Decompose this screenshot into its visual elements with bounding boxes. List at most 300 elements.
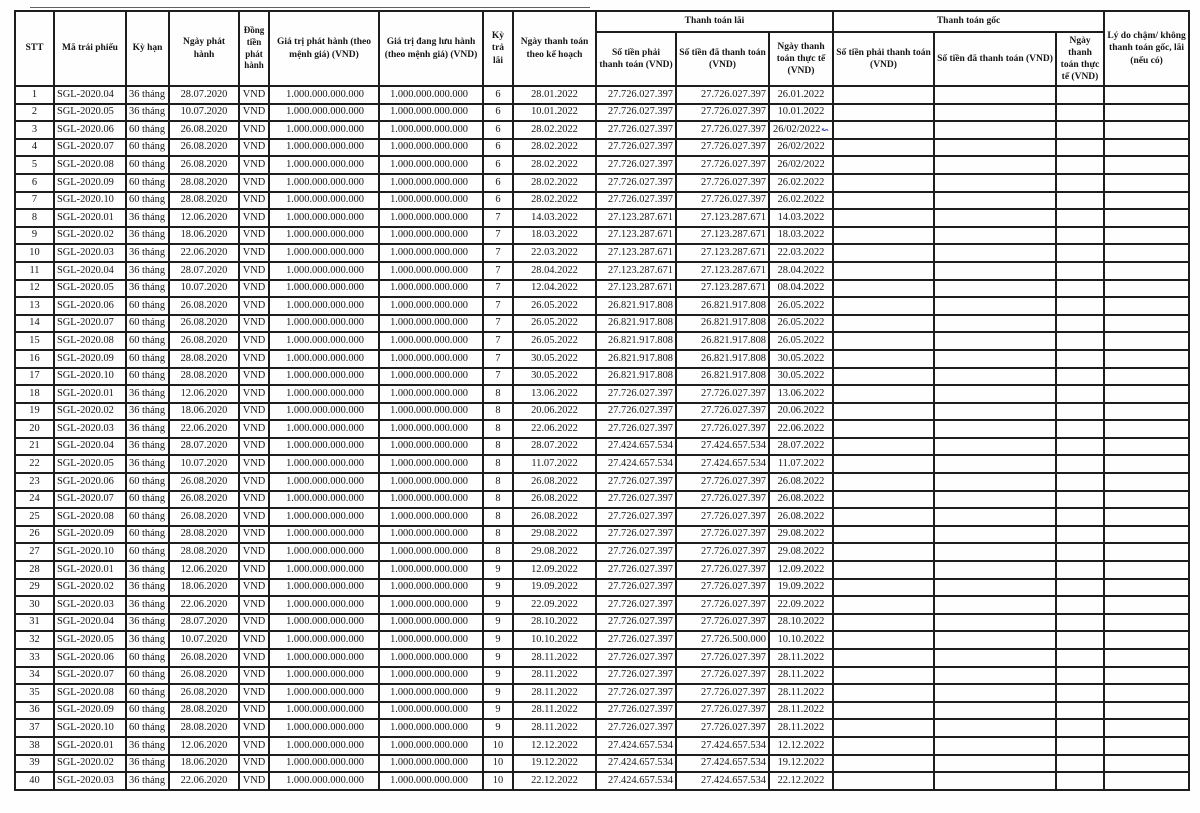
cell-term: 60 tháng xyxy=(126,473,169,491)
cell-principal-paid xyxy=(934,174,1056,192)
cell-planned-date: 19.09.2022 xyxy=(513,579,596,597)
table-row xyxy=(15,139,1189,157)
cell-principal-actual-date xyxy=(1056,737,1104,755)
cell-principal-due xyxy=(833,262,934,280)
cell-principal-paid xyxy=(934,297,1056,315)
cell-principal-actual-date xyxy=(1056,244,1104,262)
cell-interest-paid: 27.726.027.397 xyxy=(676,684,769,702)
cell-interest-actual-date: 10.10.2022 xyxy=(769,631,833,649)
cell-interest-due: 27.123.287.671 xyxy=(596,280,676,298)
cell-principal-paid xyxy=(934,561,1056,579)
cell-interest-due: 27.424.657.534 xyxy=(596,772,676,790)
cell-stt: 25 xyxy=(15,508,54,526)
cell-interest-actual-date: 26.08.2022 xyxy=(769,473,833,491)
cell-term: 36 tháng xyxy=(126,420,169,438)
cell-principal-actual-date xyxy=(1056,719,1104,737)
cell-interest-due: 27.726.027.397 xyxy=(596,596,676,614)
cell-reason xyxy=(1104,455,1189,473)
cell-term: 60 tháng xyxy=(126,368,169,386)
cell-interest-due: 27.424.657.534 xyxy=(596,737,676,755)
table-row xyxy=(15,86,1189,104)
cell-interest-period: 9 xyxy=(483,667,513,685)
cell-issue-date: 26.08.2020 xyxy=(169,684,239,702)
cell-bond-code: SGL-2020.04 xyxy=(54,438,126,456)
cell-interest-paid: 27.424.657.534 xyxy=(676,455,769,473)
cell-currency: VND xyxy=(239,772,269,790)
cell-interest-actual-date: 28.04.2022 xyxy=(769,262,833,280)
cell-term: 60 tháng xyxy=(126,508,169,526)
cell-stt: 13 xyxy=(15,297,54,315)
cell-issued-value: 1.000.000.000.000 xyxy=(269,755,379,773)
header-currency: Đồng tiền phát hành xyxy=(239,11,269,86)
cell-planned-date: 22.06.2022 xyxy=(513,420,596,438)
cell-interest-period: 7 xyxy=(483,209,513,227)
cell-reason xyxy=(1104,755,1189,773)
table-row xyxy=(15,526,1189,544)
table-row xyxy=(15,684,1189,702)
cell-bond-code: SGL-2020.08 xyxy=(54,332,126,350)
cell-bond-code: SGL-2020.05 xyxy=(54,280,126,298)
cell-planned-date: 28.01.2022 xyxy=(513,86,596,104)
cell-outstanding-value: 1.000.000.000.000 xyxy=(379,649,483,667)
cell-principal-due xyxy=(833,508,934,526)
table-row xyxy=(15,561,1189,579)
cell-term: 60 tháng xyxy=(126,332,169,350)
cell-issue-date: 26.08.2020 xyxy=(169,649,239,667)
cell-principal-due xyxy=(833,596,934,614)
cell-principal-paid xyxy=(934,156,1056,174)
cell-interest-paid: 26.821.917.808 xyxy=(676,332,769,350)
cell-reason xyxy=(1104,473,1189,491)
cell-currency: VND xyxy=(239,719,269,737)
cell-term: 60 tháng xyxy=(126,719,169,737)
cell-term: 36 tháng xyxy=(126,596,169,614)
header-outstanding-value: Giá trị đang lưu hành (theo mệnh giá) (VND) xyxy=(379,11,483,86)
cell-principal-due xyxy=(833,684,934,702)
header-term: Kỳ hạn xyxy=(126,11,169,86)
table-row xyxy=(15,631,1189,649)
cell-planned-date: 28.11.2022 xyxy=(513,684,596,702)
cell-reason xyxy=(1104,227,1189,245)
cell-interest-paid: 27.123.287.671 xyxy=(676,244,769,262)
cell-outstanding-value: 1.000.000.000.000 xyxy=(379,368,483,386)
table-row xyxy=(15,209,1189,227)
cell-issue-date: 22.06.2020 xyxy=(169,596,239,614)
cell-stt: 35 xyxy=(15,684,54,702)
cell-stt: 19 xyxy=(15,403,54,421)
cell-interest-period: 6 xyxy=(483,86,513,104)
cell-reason xyxy=(1104,579,1189,597)
cell-reason xyxy=(1104,280,1189,298)
cell-principal-actual-date xyxy=(1056,755,1104,773)
cell-principal-actual-date xyxy=(1056,614,1104,632)
cell-reason xyxy=(1104,121,1189,139)
cell-interest-actual-date: 20.06.2022 xyxy=(769,403,833,421)
cell-principal-due xyxy=(833,227,934,245)
cell-issued-value: 1.000.000.000.000 xyxy=(269,209,379,227)
cell-planned-date: 28.11.2022 xyxy=(513,719,596,737)
cell-outstanding-value: 1.000.000.000.000 xyxy=(379,579,483,597)
cell-interest-period: 9 xyxy=(483,579,513,597)
cell-issue-date: 28.07.2020 xyxy=(169,262,239,280)
cell-principal-due xyxy=(833,192,934,210)
table-row xyxy=(15,579,1189,597)
cell-interest-paid: 27.726.027.397 xyxy=(676,174,769,192)
cell-issued-value: 1.000.000.000.000 xyxy=(269,508,379,526)
cell-interest-actual-date: 22.03.2022 xyxy=(769,244,833,262)
cell-bond-code: SGL-2020.10 xyxy=(54,543,126,561)
cell-interest-actual-date: 26.05.2022 xyxy=(769,332,833,350)
cell-principal-paid xyxy=(934,438,1056,456)
cell-stt: 34 xyxy=(15,667,54,685)
cell-interest-due: 27.726.027.397 xyxy=(596,174,676,192)
cell-issued-value: 1.000.000.000.000 xyxy=(269,719,379,737)
cell-planned-date: 22.12.2022 xyxy=(513,772,596,790)
cell-currency: VND xyxy=(239,192,269,210)
cell-interest-paid: 27.123.287.671 xyxy=(676,209,769,227)
cell-planned-date: 10.01.2022 xyxy=(513,104,596,122)
cell-outstanding-value: 1.000.000.000.000 xyxy=(379,121,483,139)
cell-interest-actual-date: 28.11.2022 xyxy=(769,719,833,737)
cell-bond-code: SGL-2020.04 xyxy=(54,86,126,104)
cell-currency: VND xyxy=(239,596,269,614)
cell-principal-paid xyxy=(934,667,1056,685)
cell-outstanding-value: 1.000.000.000.000 xyxy=(379,209,483,227)
cell-outstanding-value: 1.000.000.000.000 xyxy=(379,438,483,456)
cell-stt: 18 xyxy=(15,385,54,403)
cell-reason xyxy=(1104,508,1189,526)
cell-bond-code: SGL-2020.06 xyxy=(54,473,126,491)
cell-currency: VND xyxy=(239,350,269,368)
cell-stt: 39 xyxy=(15,755,54,773)
cell-interest-period: 8 xyxy=(483,473,513,491)
cell-bond-code: SGL-2020.07 xyxy=(54,667,126,685)
cell-interest-period: 7 xyxy=(483,244,513,262)
cell-interest-due: 26.821.917.808 xyxy=(596,315,676,333)
cell-term: 60 tháng xyxy=(126,297,169,315)
cell-principal-actual-date xyxy=(1056,772,1104,790)
cell-stt: 1 xyxy=(15,86,54,104)
cell-principal-due xyxy=(833,297,934,315)
cell-interest-paid: 27.726.027.397 xyxy=(676,508,769,526)
cell-issue-date: 26.08.2020 xyxy=(169,139,239,157)
cell-outstanding-value: 1.000.000.000.000 xyxy=(379,332,483,350)
cell-term: 36 tháng xyxy=(126,614,169,632)
cell-term: 60 tháng xyxy=(126,702,169,720)
cell-reason xyxy=(1104,561,1189,579)
cell-interest-period: 7 xyxy=(483,262,513,280)
cell-stt: 21 xyxy=(15,438,54,456)
cell-outstanding-value: 1.000.000.000.000 xyxy=(379,543,483,561)
cell-issued-value: 1.000.000.000.000 xyxy=(269,649,379,667)
cell-principal-due xyxy=(833,156,934,174)
cell-issued-value: 1.000.000.000.000 xyxy=(269,368,379,386)
cell-interest-due: 27.123.287.671 xyxy=(596,244,676,262)
cell-interest-paid: 27.726.027.397 xyxy=(676,403,769,421)
cell-bond-code: SGL-2020.02 xyxy=(54,579,126,597)
cell-term: 36 tháng xyxy=(126,561,169,579)
cell-bond-code: SGL-2020.06 xyxy=(54,121,126,139)
cell-issue-date: 10.07.2020 xyxy=(169,455,239,473)
cell-principal-paid xyxy=(934,491,1056,509)
cell-interest-period: 6 xyxy=(483,121,513,139)
cell-principal-paid xyxy=(934,631,1056,649)
cell-interest-period: 7 xyxy=(483,315,513,333)
table-row xyxy=(15,438,1189,456)
cell-principal-actual-date xyxy=(1056,209,1104,227)
cell-interest-paid: 27.123.287.671 xyxy=(676,262,769,280)
cell-principal-actual-date xyxy=(1056,121,1104,139)
cell-term: 36 tháng xyxy=(126,104,169,122)
cell-interest-due: 27.726.027.397 xyxy=(596,667,676,685)
cell-term: 60 tháng xyxy=(126,684,169,702)
cell-planned-date: 28.10.2022 xyxy=(513,614,596,632)
cell-reason xyxy=(1104,297,1189,315)
cell-planned-date: 28.02.2022 xyxy=(513,156,596,174)
table-row xyxy=(15,174,1189,192)
cell-issue-date: 10.07.2020 xyxy=(169,631,239,649)
cell-interest-paid: 27.726.027.397 xyxy=(676,702,769,720)
header-interest-due: Số tiền phải thanh toán (VND) xyxy=(596,32,676,86)
cell-bond-code: SGL-2020.10 xyxy=(54,192,126,210)
cell-stt: 11 xyxy=(15,262,54,280)
cell-planned-date: 28.07.2022 xyxy=(513,438,596,456)
cell-interest-due: 27.123.287.671 xyxy=(596,209,676,227)
cell-interest-due: 27.726.027.397 xyxy=(596,403,676,421)
cell-outstanding-value: 1.000.000.000.000 xyxy=(379,702,483,720)
cell-issue-date: 26.08.2020 xyxy=(169,473,239,491)
cell-principal-actual-date xyxy=(1056,508,1104,526)
cell-reason xyxy=(1104,526,1189,544)
cell-principal-paid xyxy=(934,684,1056,702)
cell-stt: 29 xyxy=(15,579,54,597)
cell-interest-due: 27.726.027.397 xyxy=(596,543,676,561)
cell-principal-due xyxy=(833,755,934,773)
cell-reason xyxy=(1104,385,1189,403)
cell-issue-date: 28.08.2020 xyxy=(169,543,239,561)
cell-principal-paid xyxy=(934,192,1056,210)
cell-interest-actual-date: 28.10.2022 xyxy=(769,614,833,632)
cell-currency: VND xyxy=(239,684,269,702)
cell-interest-paid: 26.821.917.808 xyxy=(676,297,769,315)
cell-principal-due xyxy=(833,403,934,421)
cell-interest-actual-date: 26.02.2022 xyxy=(769,174,833,192)
cell-issued-value: 1.000.000.000.000 xyxy=(269,227,379,245)
cell-principal-paid xyxy=(934,315,1056,333)
cell-outstanding-value: 1.000.000.000.000 xyxy=(379,350,483,368)
cell-bond-code: SGL-2020.09 xyxy=(54,702,126,720)
cell-principal-paid xyxy=(934,737,1056,755)
cell-planned-date: 28.04.2022 xyxy=(513,262,596,280)
cell-outstanding-value: 1.000.000.000.000 xyxy=(379,596,483,614)
cell-interest-period: 7 xyxy=(483,368,513,386)
table-row xyxy=(15,156,1189,174)
cell-interest-actual-date: 28.07.2022 xyxy=(769,438,833,456)
cell-interest-period: 9 xyxy=(483,561,513,579)
cell-planned-date: 26.05.2022 xyxy=(513,297,596,315)
cell-interest-due: 27.726.027.397 xyxy=(596,491,676,509)
cell-issued-value: 1.000.000.000.000 xyxy=(269,121,379,139)
cell-term: 60 tháng xyxy=(126,350,169,368)
cell-reason xyxy=(1104,350,1189,368)
cell-interest-actual-date: 30.05.2022 xyxy=(769,368,833,386)
cell-interest-actual-date: 28.11.2022 xyxy=(769,667,833,685)
cell-principal-due xyxy=(833,649,934,667)
cell-principal-actual-date xyxy=(1056,579,1104,597)
cell-currency: VND xyxy=(239,139,269,157)
cell-interest-actual-date: 22.06.2022 xyxy=(769,420,833,438)
cell-interest-due: 27.726.027.397 xyxy=(596,702,676,720)
cell-interest-period: 9 xyxy=(483,719,513,737)
cell-interest-due: 27.123.287.671 xyxy=(596,227,676,245)
cell-issue-date: 28.08.2020 xyxy=(169,368,239,386)
cell-interest-actual-date: 30.05.2022 xyxy=(769,350,833,368)
cell-outstanding-value: 1.000.000.000.000 xyxy=(379,491,483,509)
table-row xyxy=(15,227,1189,245)
cell-interest-paid: 27.726.027.397 xyxy=(676,192,769,210)
cell-reason xyxy=(1104,772,1189,790)
cell-currency: VND xyxy=(239,121,269,139)
cell-term: 60 tháng xyxy=(126,543,169,561)
cell-principal-actual-date xyxy=(1056,455,1104,473)
cell-principal-due xyxy=(833,174,934,192)
cell-stt: 9 xyxy=(15,227,54,245)
cell-interest-actual-date: 26/02/2022↜ xyxy=(769,121,833,139)
cell-issued-value: 1.000.000.000.000 xyxy=(269,297,379,315)
cell-issue-date: 28.08.2020 xyxy=(169,526,239,544)
cell-bond-code: SGL-2020.08 xyxy=(54,508,126,526)
cell-outstanding-value: 1.000.000.000.000 xyxy=(379,667,483,685)
cell-interest-period: 10 xyxy=(483,737,513,755)
cell-outstanding-value: 1.000.000.000.000 xyxy=(379,244,483,262)
cell-bond-code: SGL-2020.08 xyxy=(54,684,126,702)
cell-interest-period: 9 xyxy=(483,702,513,720)
cell-interest-paid: 27.726.027.397 xyxy=(676,561,769,579)
cell-issue-date: 12.06.2020 xyxy=(169,209,239,227)
cell-interest-actual-date: 22.12.2022 xyxy=(769,772,833,790)
table-row xyxy=(15,368,1189,386)
cell-planned-date: 11.07.2022 xyxy=(513,455,596,473)
table-row xyxy=(15,403,1189,421)
cell-reason xyxy=(1104,86,1189,104)
cell-issue-date: 26.08.2020 xyxy=(169,491,239,509)
cell-principal-due xyxy=(833,614,934,632)
header-bond-code: Mã trái phiếu xyxy=(54,11,126,86)
cell-interest-actual-date: 26/02/2022 xyxy=(769,156,833,174)
cell-interest-due: 27.726.027.397 xyxy=(596,156,676,174)
cell-planned-date: 13.06.2022 xyxy=(513,385,596,403)
cell-issue-date: 28.08.2020 xyxy=(169,702,239,720)
cell-interest-paid: 27.726.027.397 xyxy=(676,156,769,174)
cell-principal-actual-date xyxy=(1056,649,1104,667)
cell-issue-date: 28.08.2020 xyxy=(169,192,239,210)
cell-interest-due: 26.821.917.808 xyxy=(596,350,676,368)
cell-planned-date: 19.12.2022 xyxy=(513,755,596,773)
cell-term: 36 tháng xyxy=(126,737,169,755)
cell-stt: 3 xyxy=(15,121,54,139)
cell-bond-code: SGL-2020.02 xyxy=(54,227,126,245)
table-row xyxy=(15,297,1189,315)
cell-currency: VND xyxy=(239,649,269,667)
cell-interest-due: 27.726.027.397 xyxy=(596,631,676,649)
cell-interest-period: 9 xyxy=(483,614,513,632)
cell-planned-date: 28.02.2022 xyxy=(513,174,596,192)
cell-planned-date: 14.03.2022 xyxy=(513,209,596,227)
cell-planned-date: 28.11.2022 xyxy=(513,702,596,720)
cell-principal-actual-date xyxy=(1056,368,1104,386)
cell-interest-due: 27.424.657.534 xyxy=(596,455,676,473)
cell-interest-due: 27.726.027.397 xyxy=(596,473,676,491)
cell-interest-paid: 27.123.287.671 xyxy=(676,280,769,298)
cell-term: 36 tháng xyxy=(126,455,169,473)
cell-bond-code: SGL-2020.10 xyxy=(54,368,126,386)
cell-bond-code: SGL-2020.01 xyxy=(54,385,126,403)
cell-issue-date: 22.06.2020 xyxy=(169,244,239,262)
cell-interest-period: 8 xyxy=(483,491,513,509)
cell-stt: 22 xyxy=(15,455,54,473)
cell-reason xyxy=(1104,631,1189,649)
cell-interest-due: 27.726.027.397 xyxy=(596,614,676,632)
cell-term: 60 tháng xyxy=(126,192,169,210)
cell-currency: VND xyxy=(239,86,269,104)
cell-term: 36 tháng xyxy=(126,403,169,421)
cell-principal-due xyxy=(833,350,934,368)
cell-principal-due xyxy=(833,543,934,561)
cell-outstanding-value: 1.000.000.000.000 xyxy=(379,755,483,773)
table-row xyxy=(15,192,1189,210)
cell-planned-date: 28.11.2022 xyxy=(513,649,596,667)
cell-stt: 27 xyxy=(15,543,54,561)
cell-planned-date: 29.08.2022 xyxy=(513,543,596,561)
cell-bond-code: SGL-2020.07 xyxy=(54,139,126,157)
cell-bond-code: SGL-2020.10 xyxy=(54,719,126,737)
cell-issued-value: 1.000.000.000.000 xyxy=(269,104,379,122)
cell-principal-actual-date xyxy=(1056,667,1104,685)
cell-interest-paid: 27.726.027.397 xyxy=(676,473,769,491)
cell-term: 36 tháng xyxy=(126,262,169,280)
cell-interest-actual-date: 19.09.2022 xyxy=(769,579,833,597)
cell-principal-actual-date xyxy=(1056,297,1104,315)
cell-principal-paid xyxy=(934,139,1056,157)
cell-stt: 40 xyxy=(15,772,54,790)
cell-term: 36 tháng xyxy=(126,438,169,456)
cell-issue-date: 28.08.2020 xyxy=(169,174,239,192)
cell-outstanding-value: 1.000.000.000.000 xyxy=(379,280,483,298)
table-body xyxy=(15,86,1189,790)
cell-issue-date: 26.08.2020 xyxy=(169,315,239,333)
cell-principal-paid xyxy=(934,596,1056,614)
cell-interest-paid: 27.726.027.397 xyxy=(676,139,769,157)
cell-issue-date: 18.06.2020 xyxy=(169,755,239,773)
cell-reason xyxy=(1104,543,1189,561)
cell-outstanding-value: 1.000.000.000.000 xyxy=(379,403,483,421)
cell-principal-paid xyxy=(934,473,1056,491)
cell-interest-paid: 27.424.657.534 xyxy=(676,755,769,773)
cell-interest-period: 9 xyxy=(483,684,513,702)
cell-interest-paid: 27.726.027.397 xyxy=(676,649,769,667)
cell-principal-due xyxy=(833,121,934,139)
cell-planned-date: 18.03.2022 xyxy=(513,227,596,245)
cell-interest-paid: 26.821.917.808 xyxy=(676,315,769,333)
table-row xyxy=(15,104,1189,122)
cell-term: 60 tháng xyxy=(126,491,169,509)
cell-bond-code: SGL-2020.01 xyxy=(54,209,126,227)
cell-interest-paid: 27.726.027.397 xyxy=(676,385,769,403)
header-interest-actual-date: Ngày thanh toán thực tế (VND) xyxy=(769,32,833,86)
cell-reason xyxy=(1104,332,1189,350)
cell-term: 36 tháng xyxy=(126,86,169,104)
cell-reason xyxy=(1104,737,1189,755)
